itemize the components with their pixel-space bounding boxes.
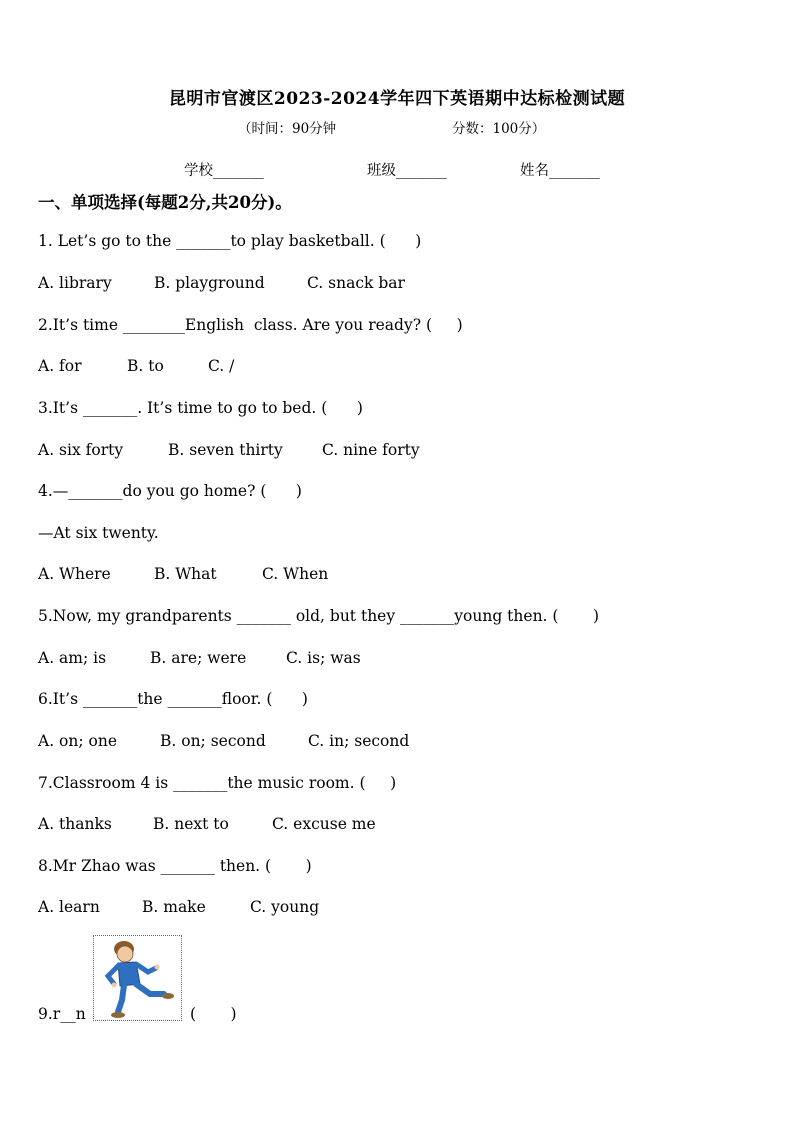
option-a: A. am; is <box>38 649 107 667</box>
question-3-options <box>38 441 738 463</box>
section-heading: 一、单项选择(每题2分,共20分)。 <box>38 193 292 212</box>
option-c: C. excuse me <box>272 815 376 833</box>
option-c: C. When <box>262 565 329 583</box>
exam-time: （时间：90分钟 <box>238 121 337 137</box>
picture-frame <box>93 935 182 1021</box>
running-boy-icon <box>94 936 181 1020</box>
option-b: B. next to <box>153 815 229 833</box>
option-a: A. for <box>38 357 82 375</box>
question-4-options <box>38 565 738 587</box>
question-5-stem: 5.Now, my grandparents _______ old, but they _______young then. ( ) <box>38 607 599 625</box>
question-4-answer-line: —At six twenty. <box>38 524 159 542</box>
option-b: B. playground <box>154 274 265 292</box>
option-b: B. are; were <box>150 649 247 667</box>
name-label: 姓名 <box>520 163 549 179</box>
question-8-options <box>38 898 738 920</box>
option-c: C. / <box>208 357 235 375</box>
name-field <box>520 159 600 180</box>
option-a: A. thanks <box>38 815 112 833</box>
option-a: A. learn <box>38 898 100 916</box>
option-c: C. snack bar <box>307 274 405 292</box>
question-8-stem: 8.Mr Zhao was _______ then. ( ) <box>38 857 312 875</box>
option-c: C. young <box>250 898 320 916</box>
option-c: C. is; was <box>286 649 361 667</box>
option-b: B. make <box>142 898 206 916</box>
option-b: B. seven thirty <box>168 441 283 459</box>
question-6-stem: 6.It’s _______the _______floor. ( ) <box>38 690 308 708</box>
question-3-stem: 3.It’s _______. It’s time to go to bed. ( ) <box>38 399 363 417</box>
question-5-options <box>38 649 738 671</box>
class-label: 班级 <box>367 163 396 179</box>
option-b: B. on; second <box>160 732 266 750</box>
option-c: C. nine forty <box>322 441 420 459</box>
question-6-options <box>38 732 738 754</box>
question-2-stem: 2.It’s time ________English class. Are you ready? ( ) <box>38 316 463 334</box>
school-blank: _______ <box>213 163 264 179</box>
question-9-paren: ( ) <box>190 1005 237 1023</box>
class-blank: _______ <box>396 163 447 179</box>
exam-score: 分数：100分） <box>452 121 546 137</box>
option-a: A. six forty <box>38 441 124 459</box>
school-label: 学校 <box>184 163 213 179</box>
option-a: A. library <box>38 274 112 292</box>
class-field <box>367 159 447 180</box>
question-7-stem: 7.Classroom 4 is _______the music room. ( ) <box>38 774 397 792</box>
option-b: B. to <box>127 357 164 375</box>
question-1-options <box>38 274 738 296</box>
option-a: A. on; one <box>38 732 117 750</box>
option-c: C. in; second <box>308 732 410 750</box>
question-1-stem: 1. Let’s go to the _______to play basketball. ( ) <box>38 232 422 250</box>
page-title: 昆明市官渡区2023-2024学年四下英语期中达标检测试题 <box>168 89 626 109</box>
question-4-stem: 4.—_______do you go home? ( ) <box>38 482 302 500</box>
option-b: B. What <box>154 565 217 583</box>
question-7-options <box>38 815 738 837</box>
school-field <box>184 159 264 180</box>
name-blank: _______ <box>549 163 600 179</box>
question-2-options <box>38 357 738 379</box>
option-a: A. Where <box>38 565 111 583</box>
question-9-stem: 9.r__n <box>38 1005 86 1023</box>
